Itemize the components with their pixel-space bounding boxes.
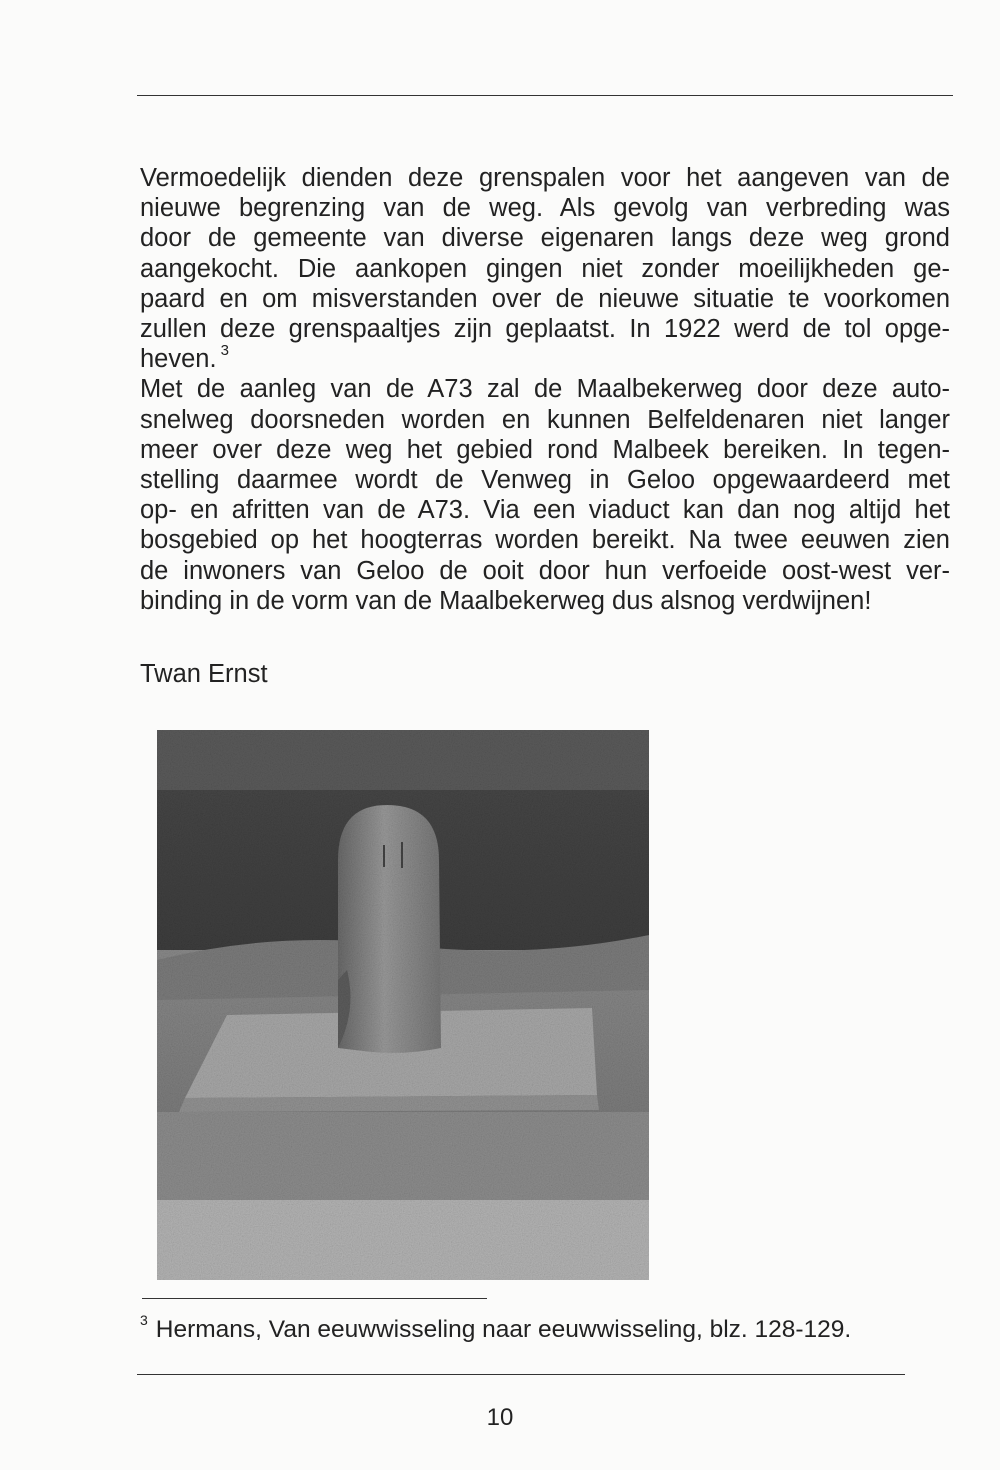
page-number: 10 bbox=[486, 1404, 514, 1431]
footnote-rule bbox=[142, 1298, 487, 1299]
text-line: Met de aanleg van de A73 zal de Maalbekerweg door deze auto- bbox=[140, 375, 950, 404]
text-line-last: binding in de vorm van de Maalbekerweg dus alsnog verdwijnen! bbox=[140, 586, 872, 615]
article-body bbox=[140, 163, 950, 616]
author-name: Twan Ernst bbox=[140, 660, 268, 688]
text-line: de inwoners van Geloo de ooit door hun verfoeide oost-west ver- bbox=[140, 556, 950, 585]
text-line: stelling daarmee wordt de Venweg in Geloo opgewaardeerd met bbox=[140, 466, 950, 495]
text-line: door de gemeente van diverse eigenaren langs deze weg grond bbox=[140, 224, 950, 253]
boundary-stone-photo bbox=[157, 730, 649, 1280]
text-line: bosgebied op het hoogterras worden bereikt. Na twee eeuwen zien bbox=[140, 526, 950, 555]
text-line: aangekocht. Die aankopen gingen niet zonder moeilijkheden ge- bbox=[140, 254, 950, 283]
footnote-number: 3 bbox=[140, 1312, 148, 1328]
footer-rule bbox=[137, 1374, 905, 1375]
footnote-reference[interactable]: 3 bbox=[220, 342, 229, 360]
text-line: paard en om misverstanden over de nieuwe situatie te voorkomen bbox=[140, 284, 950, 313]
footnote-text: Hermans, Van eeuwwisseling naar eeuwwisseling, blz. 128-129. bbox=[155, 1316, 852, 1343]
text-fragment: heven. bbox=[140, 345, 217, 374]
text-line: zullen deze grenspaaltjes zijn geplaatst. In 1922 werd de tol opge- bbox=[140, 315, 950, 344]
text-line: op- en afritten van de A73. Via een viaduct kan dan nog altijd het bbox=[140, 496, 950, 525]
text-line: snelweg doorsneden worden en kunnen Belfeldenaren niet langer bbox=[140, 405, 950, 434]
header-rule bbox=[137, 95, 953, 96]
footnote bbox=[140, 1312, 852, 1344]
text-line-last bbox=[140, 344, 950, 374]
text-line: Vermoedelijk dienden deze grenspalen voor het aangeven van de bbox=[140, 164, 950, 192]
text-line: nieuwe begrenzing van de weg. Als gevolg van verbreding was bbox=[140, 194, 950, 223]
text-line: meer over deze weg het gebied rond Malbeek bereiken. In tegen- bbox=[140, 435, 950, 464]
